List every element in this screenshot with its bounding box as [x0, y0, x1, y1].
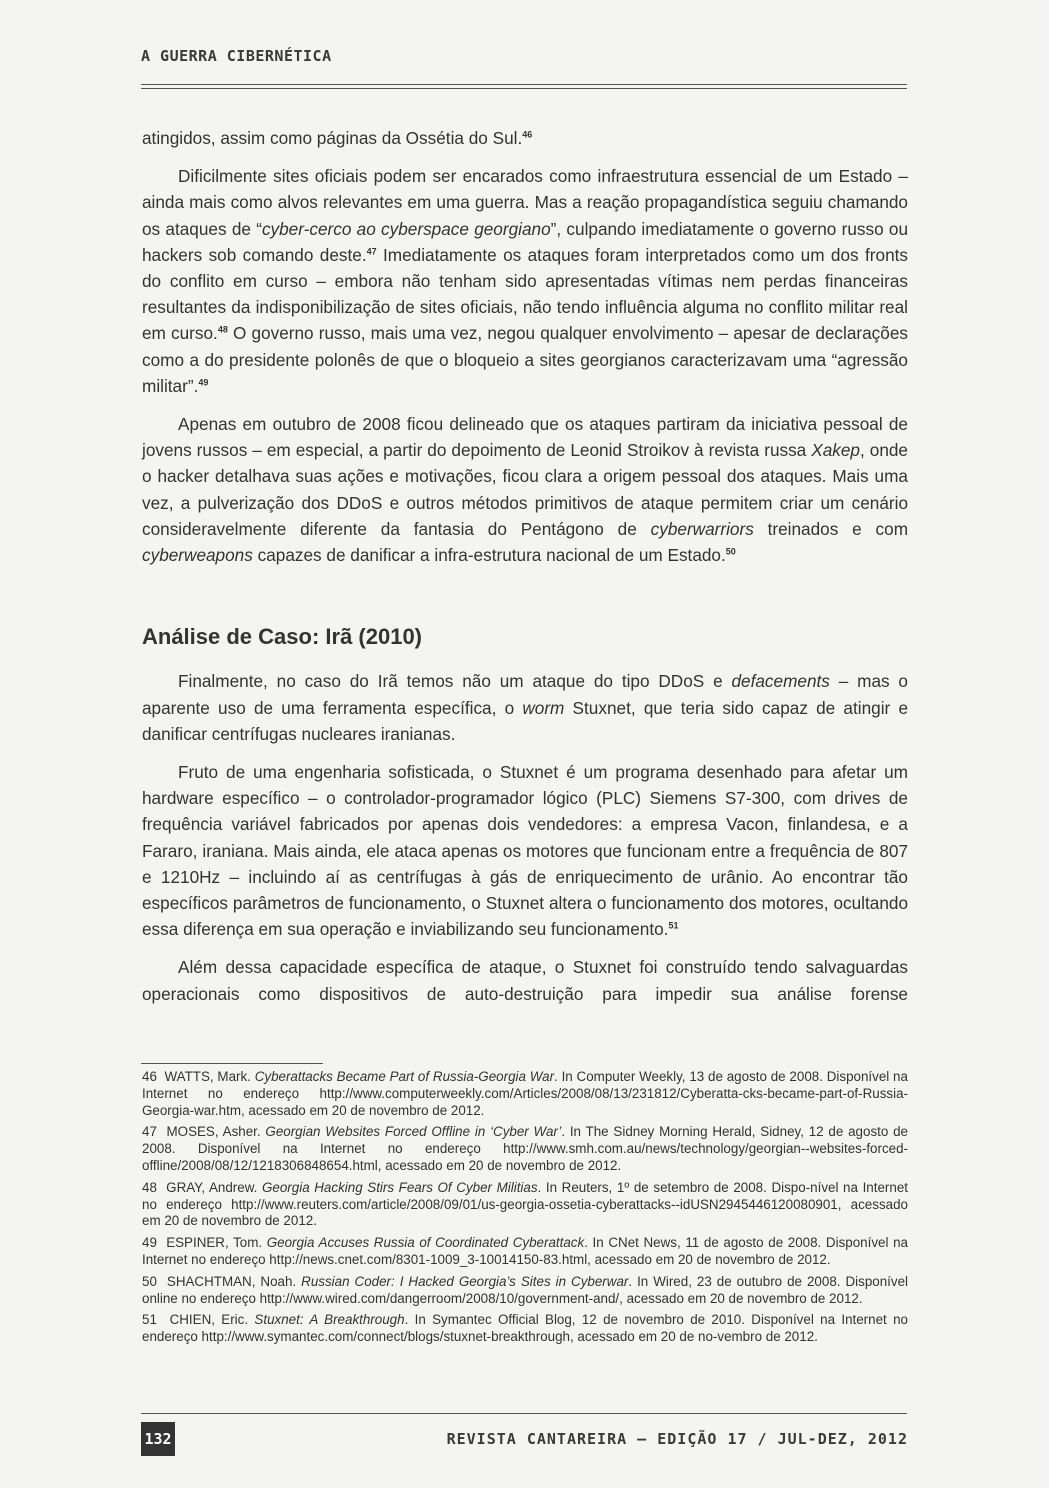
paragraph-2: Dificilmente sites oficiais podem ser encarados como infraestrutura essencial de um Estado – ainda mais como alvos relevantes em uma guerra. Mas a reação propagandística seguiu chamando os ataques de “cyber-cerco ao cyberspace georgiano”, culpando imediatamente o governo russo ou hackers sob comando deste.$^{47}$ Imediatamente os ataques foram interpretados como um dos fronts do conflito em curso – embora não tenham sido apresentadas vítimas nem perdas financeiras resultantes da indisponibilização de sites oficiais, não tendo influência alguma no conflito militar real em curso.$^{48}$ O governo russo, mais uma vez, negou qualquer envolvimento – apesar de declarações como a do presidente polonês de que o bloqueio a sites georgianos caracterizavam uma “agressão militar”.$^{49}$: [142, 166, 909, 396]
paragraph-3: Apenas em outubro de 2008 ficou delineado que os ataques partiram da iniciativa pessoal de jovens russos – em especial, a partir do depoimento de Leonid Stroikov à revista russa Xakep, onde o hacker detalhava suas ações e motivações, ficou clara a origem pessoal dos ataques. Mais uma vez, a pulverização dos DDoS e outros métodos primitivos de ataque permitem criar um cenário consideravelmente diferente da fantasia do Pentágono de cyberwarriors treinados e com cyberweapons capazes de danificar a infra-estrutura nacional de um Estado.$^{50}$: [142, 414, 909, 566]
header-rule: [141, 84, 907, 89]
running-header-title: A GUERRA CIBERNÉTICA: [141, 47, 332, 65]
footnote-separator: [141, 1063, 323, 1064]
footnote-ref-50[interactable]: 50: [725, 546, 736, 557]
footnotes-list: [142, 1069, 908, 1351]
page-number: 132: [141, 1422, 175, 1456]
footnote-ref-51[interactable]: 51: [668, 920, 679, 931]
footnote-item: 48 GRAY, Andrew. Georgia Hacking Stirs Fears Of Cyber Militias. In Reuters, 1º de setembro de 2008. Dispo-nível na Internet no endereço http://www.reuters.com/article/2008/09/01/us-georgia-ossetia-cyberattacks--idUSN2945446120080901, acessado em 20 de novembro de 2012.: [142, 1179, 908, 1229]
footer-rule: [141, 1413, 907, 1414]
footnote-item: 49 ESPINER, Tom. Georgia Accuses Russia of Coordinated Cyberattack. In CNet News, 11 de agosto de 2008. Disponível na Internet no endereço http://news.cnet.com/8301-1009_3-10014150-83.html, acessado em 20 de novembro de 2012.: [142, 1235, 908, 1267]
paragraph-1: atingidos, assim como páginas da Ossétia do Sul.$^{46}$: [142, 128, 533, 148]
paragraph-4: Finalmente, no caso do Irã temos não um ataque do tipo DDoS e defacements – mas o aparente uso de uma ferramenta específica, o worm Stuxnet, que teria sido capaz de atingir e danificar centrífugas nucleares iranianas.: [142, 671, 908, 744]
footnote-item: 47 MOSES, Asher. Georgian Websites Forced Offline in ‘Cyber War’. In The Sidney Morning Herald, Sidney, 12 de agosto de 2008. Disponível na Internet no endereço http://www.smh.com.au/news/technology/georgian--websites-forced-offline/2008/08/12/1218306848654.html, acessado em 20 de novembro de 2012.: [142, 1124, 908, 1173]
footnote-item: 51 CHIEN, Eric. Stuxnet: A Breakthrough. In Symantec Official Blog, 12 de novembro de 2010. Disponível na Internet no endereço http://www.symantec.com/connect/blogs/stuxnet-breakthrough, acessado em 20 de no-vembro de 2012.: [142, 1312, 908, 1345]
footnote-ref-47[interactable]: 47: [366, 246, 377, 257]
footnote-ref-49[interactable]: 49: [198, 377, 209, 388]
running-footer-title: REVISTA CANTAREIRA – EDIÇÃO 17 / JUL-DEZ, 2012: [446, 1430, 908, 1448]
article-body: [142, 125, 908, 1019]
paragraph-6: Além dessa capacidade específica de ataque, o Stuxnet foi construído tendo salvaguardas operacionais como dispositivos de auto-destruição para impedir sua análise forense: [142, 957, 908, 1004]
footnote-item: 46 WATTS, Mark. Cyberattacks Became Part of Russia-Georgia War. In Computer Weekly, 13 de agosto de 2008. Disponível na Internet no endereço http://www.computerweekly.com/Articles/2008/08/13/231812/Cyberatta-cks-became-part-of-Russia-Georgia-war.htm, acessado em 20 de novembro de 2012.: [142, 1069, 908, 1118]
footnote-ref-48[interactable]: 48: [217, 324, 228, 335]
section-heading: Análise de Caso: Irã (2010): [142, 624, 423, 650]
footnote-ref-46[interactable]: 46: [522, 129, 533, 140]
footnote-item: 50 SHACHTMAN, Noah. Russian Coder: I Hacked Georgia’s Sites in Cyberwar. In Wired, 23 de outubro de 2008. Disponível online no endereço http://www.wired.com/dangerroom/2008/10/government-and/, acessado em 20 de novembro de 2012.: [142, 1273, 908, 1306]
paragraph-5: Fruto de uma engenharia sofisticada, o Stuxnet é um programa desenhado para afetar um hardware específico – o controlador-programador lógico (PLC) Siemens S7-300, com drives de frequência variável fabricados por apenas dois vendedores: a empresa Vacon, finlandesa, e a Fararo, iraniana. Mais ainda, ele ataca apenas os motores que funcionam entre a frequência de 807 e 1210Hz – incluindo aí as centrífugas à gás de enriquecimento de urânio. Ao encontrar tão específicos parâmetros de funcionamento, o Stuxnet altera o funcionamento dos motores, ocultando essa diferença em sua operação e inviabilizando seu funcionamento.$^{51}$: [142, 762, 908, 940]
